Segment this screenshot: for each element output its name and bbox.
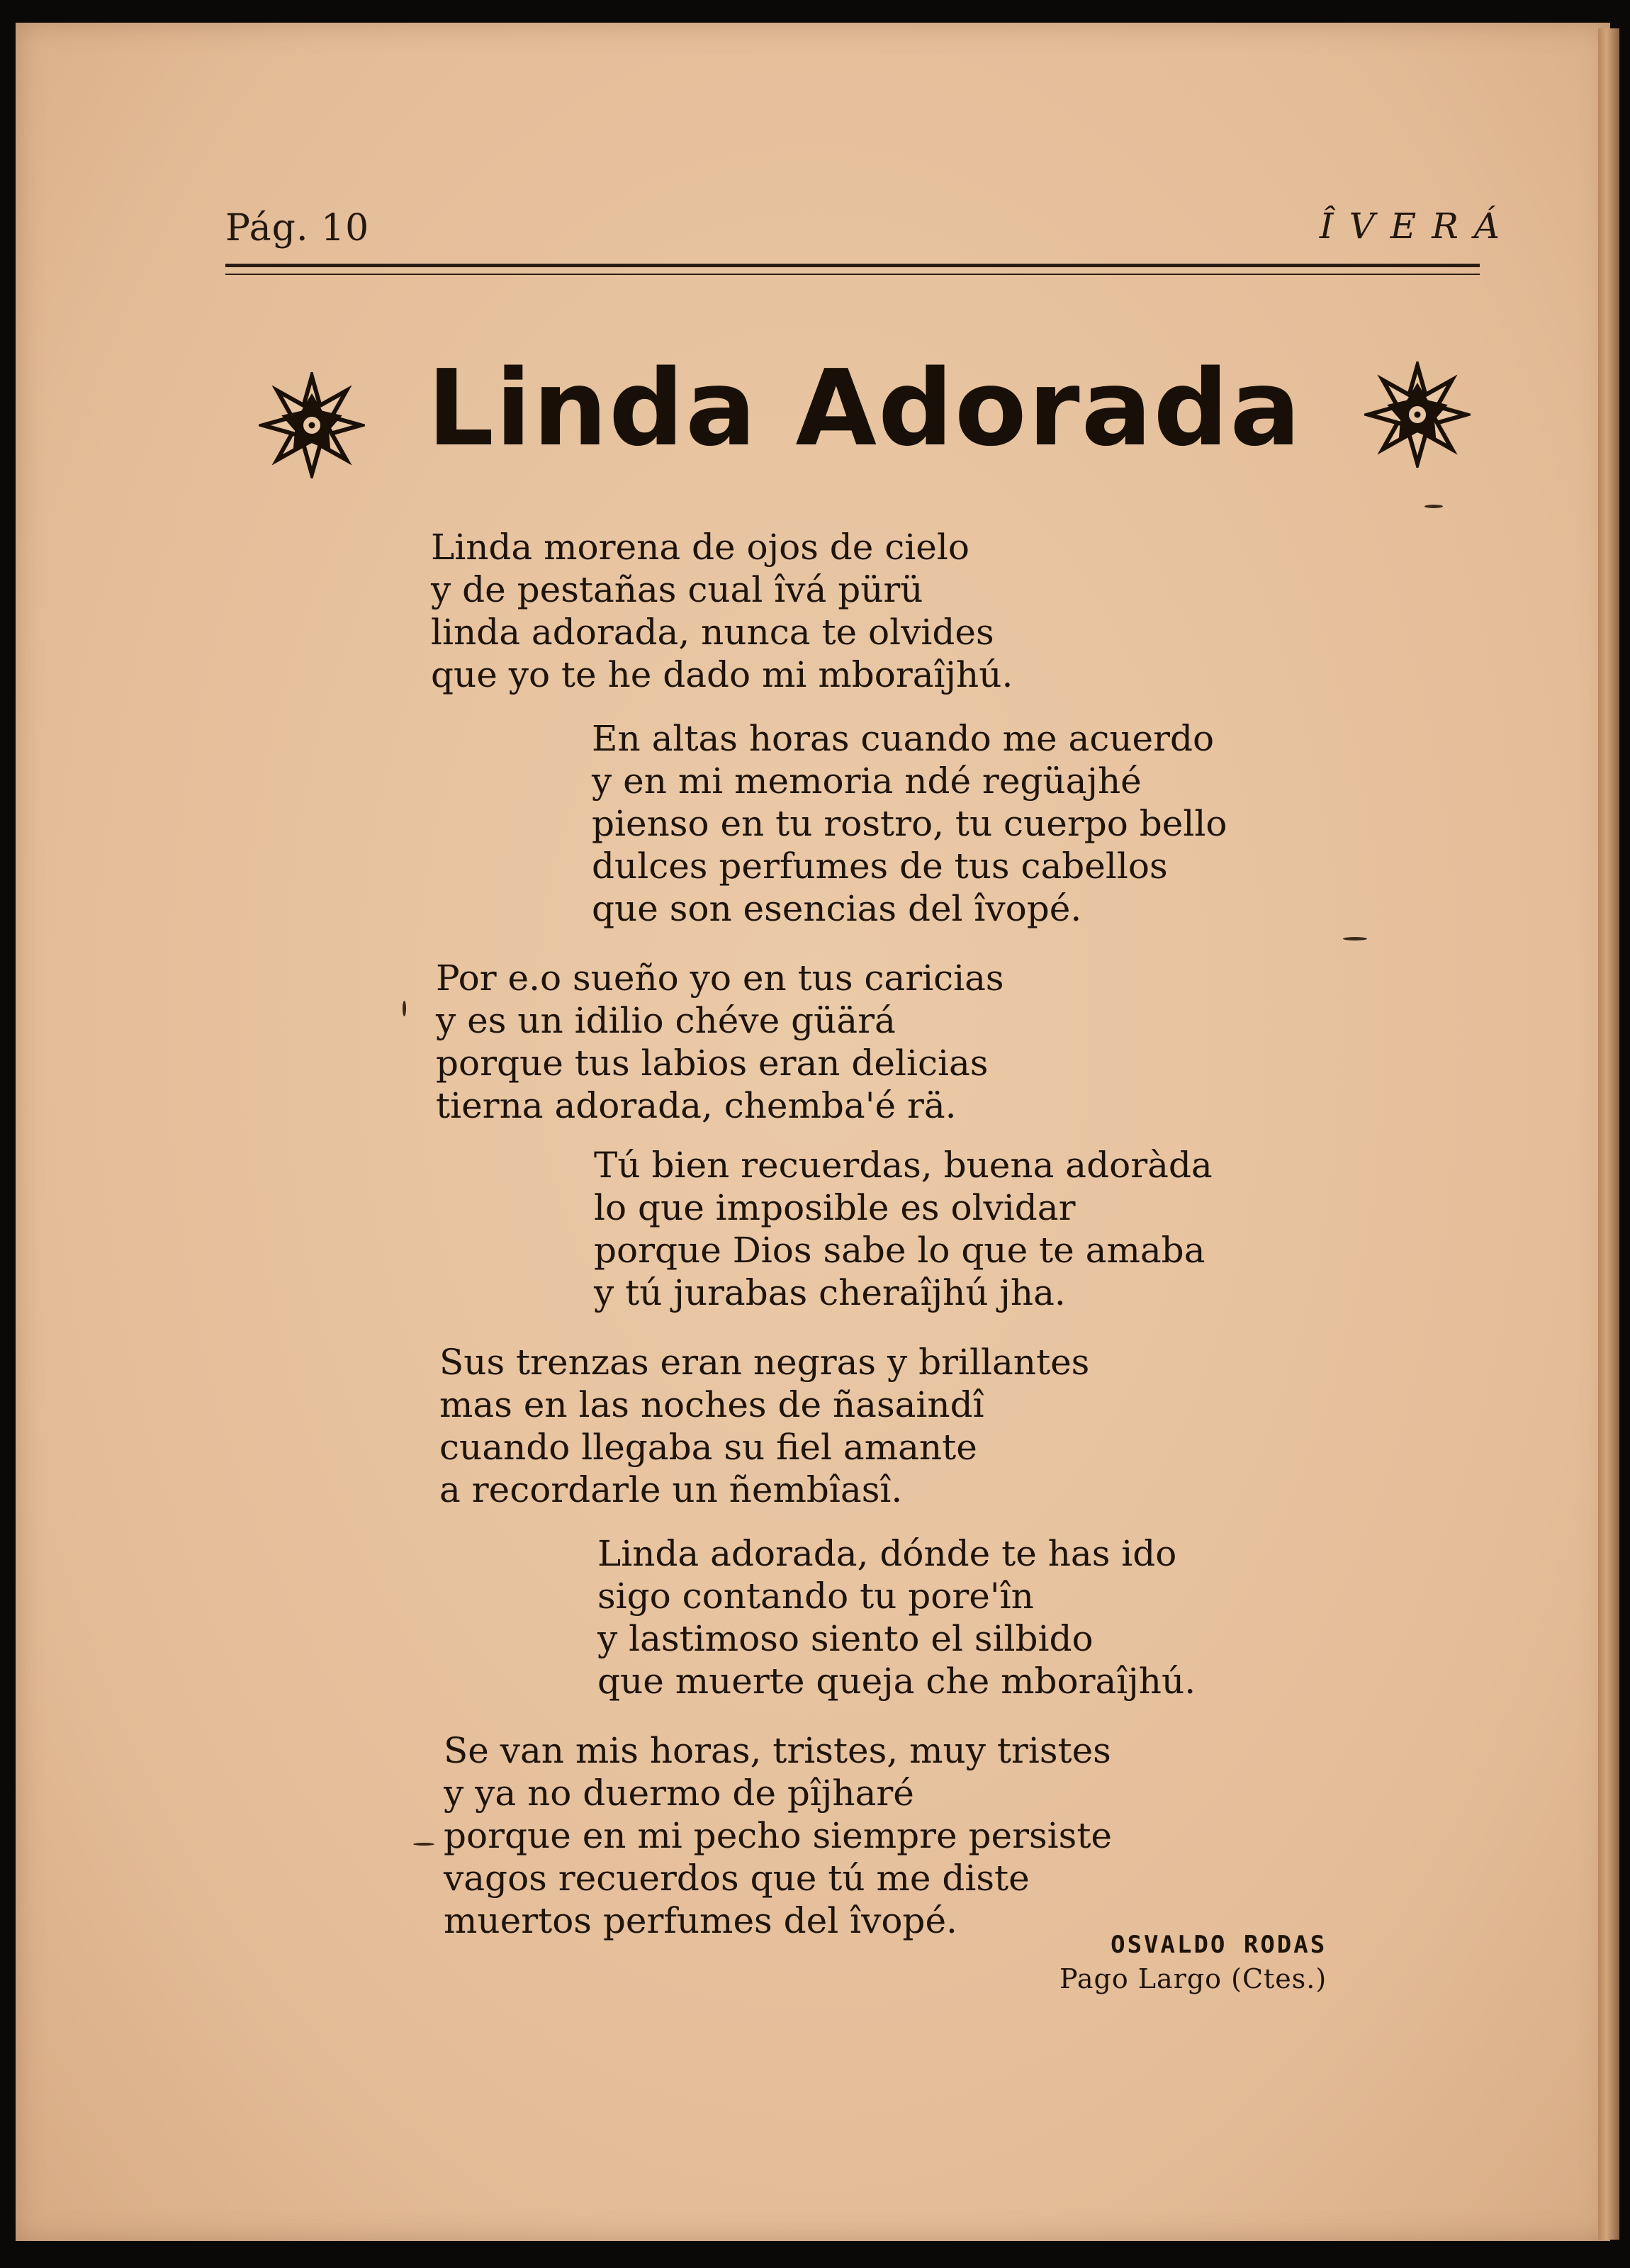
- poem-line: dulces perfumes de tus cabellos: [592, 846, 1168, 887]
- poem-line: y de pestañas cual îvá pürü: [431, 569, 923, 610]
- stanza: [439, 1341, 1089, 1511]
- poem-line: Sus trenzas eran negras y brillantes: [439, 1342, 1090, 1383]
- poem-line: porque en mi pecho siempre persiste: [444, 1815, 1113, 1856]
- ink-speck: [1343, 937, 1367, 941]
- poem-line: mas en las noches de ñasaindî: [439, 1384, 984, 1425]
- poem-line: a recordarle un ñembîasî.: [439, 1469, 903, 1510]
- stanza: [592, 717, 1227, 930]
- poem-line: Se van mis horas, tristes, muy tristes: [444, 1730, 1111, 1771]
- ink-speck: [1424, 505, 1443, 508]
- poem-line: y en mi memoria ndé regüajhé: [592, 760, 1142, 802]
- page-number: Pág. 10: [225, 207, 370, 249]
- poem-line: y lastimoso siento el silbido: [597, 1618, 1094, 1659]
- stanza: [431, 526, 1013, 696]
- poem-line: muertos perfumes del îvopé.: [444, 1900, 957, 1941]
- poem-line: cuando llegaba su fiel amante: [439, 1427, 977, 1468]
- header-rule: [225, 264, 1480, 267]
- poem-line: Linda morena de ojos de cielo: [431, 527, 969, 568]
- poem-line: porque tus labios eran delicias: [436, 1043, 989, 1084]
- poem-line: y tú jurabas cheraîjhú jha.: [594, 1272, 1066, 1313]
- ink-speck: [413, 1843, 434, 1846]
- poem-line: sigo contando tu pore'în: [597, 1576, 1034, 1617]
- poem-line: porque Dios sabe lo que te amaba: [594, 1230, 1205, 1271]
- flower-ornament-icon: [1364, 361, 1471, 468]
- header-rule-thin: [225, 274, 1480, 275]
- poem-line: Por e.o sueño yo en tus caricias: [436, 958, 1004, 999]
- poem-line: que muerte queja che mboraîjhú.: [597, 1661, 1196, 1702]
- poem-line: pienso en tu rostro, tu cuerpo bello: [592, 803, 1227, 844]
- author-place: Pago Largo (Ctes.): [1060, 1963, 1327, 1994]
- flower-ornament-icon: [259, 372, 365, 478]
- author-name: OSVALDO RODAS: [1111, 1931, 1327, 1959]
- page-edge: [1598, 28, 1619, 2240]
- poem-line: y ya no duermo de pîjharé: [444, 1773, 914, 1814]
- stanza: [444, 1729, 1112, 1942]
- poem-line: lo que imposible es olvidar: [594, 1187, 1076, 1228]
- poem-line: vagos recuerdos que tú me diste: [444, 1858, 1030, 1899]
- poem-line: linda adorada, nunca te olvides: [431, 612, 994, 653]
- signature: [1060, 1931, 1327, 1994]
- poem-line: En altas horas cuando me acuerdo: [592, 718, 1215, 759]
- poem-line: que yo te he dado mi mboraîjhú.: [431, 654, 1013, 695]
- poem-title: Linda Adorada: [427, 347, 1303, 469]
- stanza: [597, 1532, 1196, 1702]
- stanza: [436, 957, 1004, 1127]
- poem-line: tierna adorada, chemba'é rä.: [436, 1085, 957, 1126]
- poem-line: que son esencias del îvopé.: [592, 888, 1082, 929]
- poem-line: y es un idilio chéve güärá: [436, 1000, 896, 1041]
- journal-name: ÎVERÁ: [1319, 206, 1515, 247]
- stanza: [594, 1144, 1213, 1314]
- poem-line: Linda adorada, dónde te has ido: [597, 1533, 1177, 1574]
- ink-speck: [403, 1001, 406, 1016]
- poem-line: Tú bien recuerdas, buena adoràda: [594, 1145, 1213, 1186]
